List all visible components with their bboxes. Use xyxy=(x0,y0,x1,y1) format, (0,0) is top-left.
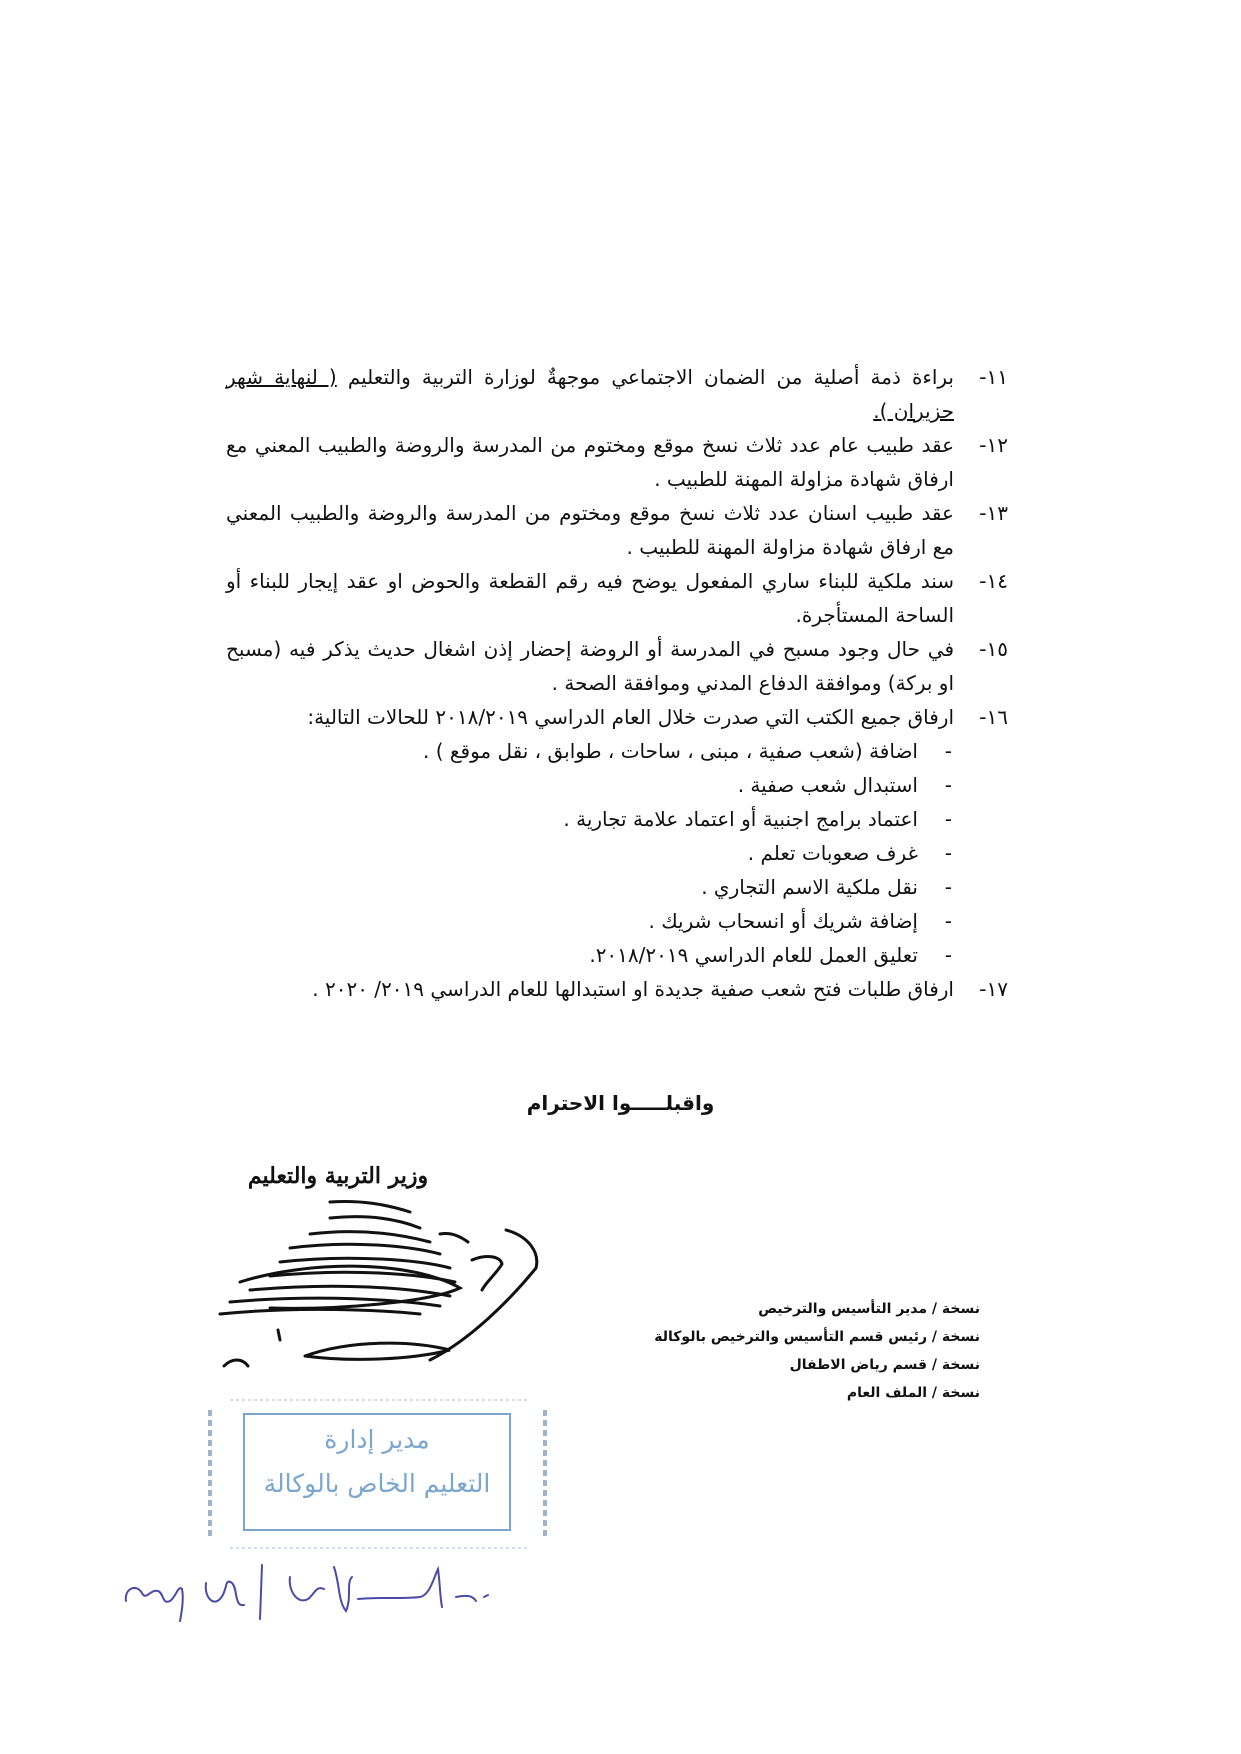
item-text: عقد طبيب عام عدد ثلاث نسخ موقع ومختوم من المدرسة والروضة والطبيب المعني مع ارفاق شهادة مزاولة المهنة للطبيب . xyxy=(226,433,954,491)
closing-greeting: واقبلـــــوا الاحترام xyxy=(526,1091,715,1115)
list-item: - اعتماد برامج اجنبية أو اعتماد علامة تجارية . xyxy=(563,807,952,831)
item-number: ١٢- xyxy=(979,433,1008,457)
item-number: ١٣- xyxy=(979,501,1008,525)
copy-line: نسخة / الملف العام xyxy=(846,1385,980,1401)
underlined-deadline: ( لنهاية شهر حزيران ). xyxy=(226,365,954,423)
item-14 xyxy=(226,564,1008,632)
item-11 xyxy=(226,360,1008,428)
minister-title: وزير التربية والتعليم xyxy=(247,1163,429,1189)
list-item: - إضافة شريك أو انسحاب شريك . xyxy=(648,909,952,933)
item-16 xyxy=(226,700,1008,734)
item-text: ارفاق طلبات فتح شعب صفية جديدة او استبدالها للعام الدراسي ٢٠١٩/ ٢٠٢٠ . xyxy=(312,977,954,1001)
handwritten-name-signature xyxy=(120,1555,520,1645)
item-number: ١٥- xyxy=(979,637,1008,661)
copy-line: نسخة / قسم رياض الاطفال xyxy=(789,1357,980,1373)
item-17 xyxy=(226,972,1008,1006)
list-item: - استبدال شعب صفية . xyxy=(737,773,952,797)
list-item: - تعليق العمل للعام الدراسي ٢٠١٨/٢٠١٩. xyxy=(589,943,952,967)
copies-list xyxy=(600,1295,980,1407)
item-16-sublist xyxy=(226,734,1008,972)
stamp-line: مدير إدارة xyxy=(324,1425,430,1454)
item-13 xyxy=(226,496,1008,564)
item-text: سند ملكية للبناء ساري المفعول يوضح فيه رقم القطعة والحوض او عقد إيجار للبناء أو الساحة المستأجرة. xyxy=(226,569,954,627)
list-item: - اضافة (شعب صفية ، مبنى ، ساحات ، طوابق ، نقل موقع ) . xyxy=(423,739,952,763)
item-text: عقد طبيب اسنان عدد ثلاث نسخ موقع ومختوم من المدرسة والروضة والطبيب المعني مع ارفاق شهادة مزاولة المهنة للطبيب . xyxy=(226,501,954,559)
item-15 xyxy=(226,632,1008,700)
item-text: براءة ذمة أصلية من الضمان الاجتماعي موجهةٌ لوزارة التربية والتعليم ( لنهاية شهر حزيران ). xyxy=(226,365,954,423)
item-number: ١٦- xyxy=(979,705,1008,729)
list-item: - نقل ملكية الاسم التجاري . xyxy=(701,875,952,899)
item-number: ١١- xyxy=(979,365,1008,389)
item-12 xyxy=(226,428,1008,496)
item-text: ارفاق جميع الكتب التي صدرت خلال العام الدراسي ٢٠١٨/٢٠١٩ للحالات التالية: xyxy=(307,705,954,729)
list-item: - غرف صعوبات تعلم . xyxy=(747,841,952,865)
stamp-text xyxy=(244,1418,510,1506)
requirements-list xyxy=(226,360,1008,1006)
item-number: ١٧- xyxy=(979,977,1008,1001)
signature-scribble xyxy=(210,1190,570,1390)
item-text: في حال وجود مسبح في المدرسة أو الروضة إحضار إذن اشغال حديث يذكر فيه (مسبح او بركة) وموافقة الدفاع المدني وموافقة الصحة . xyxy=(226,637,954,695)
item-number: ١٤- xyxy=(979,569,1008,593)
copy-line: نسخة / رئيس قسم التأسيس والترخيص بالوكالة xyxy=(654,1329,980,1345)
stamp-line: التعليم الخاص بالوكالة xyxy=(263,1469,491,1498)
copy-line: نسخة / مدير التأسيس والترخيص xyxy=(758,1301,980,1317)
